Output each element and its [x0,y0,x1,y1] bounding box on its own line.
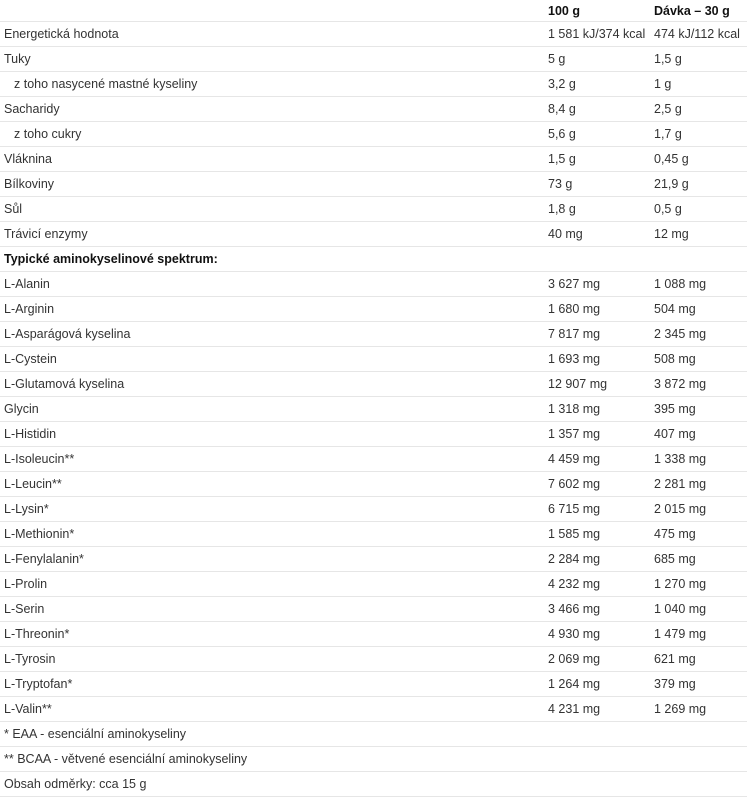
amino-values [0,272,747,722]
amino-acid-name: L-Arginin [0,297,544,322]
value-per-100g: 1,5 g [544,147,650,172]
footnote-text: * EAA - esenciální aminokyseliny [0,722,747,747]
value-per-100g: 1 357 mg [544,422,650,447]
value-per-dose: 395 mg [650,397,747,422]
value-per-100g: 40 mg [544,222,650,247]
amino-acid-name: L-Methionin* [0,522,544,547]
value-per-dose: 1,5 g [650,47,747,72]
value-per-100g: 1 318 mg [544,397,650,422]
value-per-dose: 685 mg [650,547,747,572]
table-row [0,197,747,222]
footnote-text: Obsah odměrky: cca 15 g [0,772,747,797]
value-per-dose: 504 mg [650,297,747,322]
amino-section-heading-row [0,247,747,272]
value-per-100g: 3 627 mg [544,272,650,297]
amino-acid-name: L-Tyrosin [0,647,544,672]
amino-acid-name: L-Threonin* [0,622,544,647]
value-per-dose: 475 mg [650,522,747,547]
table-row [0,47,747,72]
value-per-dose: 474 kJ/112 kcal [650,22,747,47]
value-per-dose: 1 088 mg [650,272,747,297]
amino-acid-name: L-Fenylalanin* [0,547,544,572]
table-row [0,422,747,447]
amino-section [0,247,747,272]
value-per-100g: 73 g [544,172,650,197]
value-per-dose: 2 345 mg [650,322,747,347]
amino-acid-name: L-Valin** [0,697,544,722]
table-row [0,622,747,647]
value-per-dose: 0,45 g [650,147,747,172]
amino-acid-name: L-Tryptofan* [0,672,544,697]
value-per-100g: 2 069 mg [544,647,650,672]
value-per-100g: 6 715 mg [544,497,650,522]
footnotes [0,722,747,797]
value-per-dose: 21,9 g [650,172,747,197]
nutrient-name: Vláknina [0,147,544,172]
table-row [0,497,747,522]
amino-section-title: Typické aminokyselinové spektrum: [0,247,747,272]
table-row [0,547,747,572]
table-row [0,647,747,672]
value-per-dose: 379 mg [650,672,747,697]
footnote-row [0,747,747,772]
header-name-cell [0,0,544,22]
value-per-100g: 7 602 mg [544,472,650,497]
table-row [0,572,747,597]
value-per-100g: 1 693 mg [544,347,650,372]
table-row [0,597,747,622]
value-per-dose: 1,7 g [650,122,747,147]
value-per-dose: 3 872 mg [650,372,747,397]
value-per-dose: 1 270 mg [650,572,747,597]
value-per-dose: 2 015 mg [650,497,747,522]
amino-acid-name: L-Histidin [0,422,544,447]
value-per-100g: 1 581 kJ/374 kcal [544,22,650,47]
amino-acid-name: L-Lysin* [0,497,544,522]
amino-acid-name: L-Isoleucin** [0,447,544,472]
value-per-dose: 1 338 mg [650,447,747,472]
amino-acid-name: L-Leucin** [0,472,544,497]
nutrient-name: z toho cukry [0,122,544,147]
footnote-row [0,722,747,747]
value-per-dose: 1 040 mg [650,597,747,622]
table-row [0,22,747,47]
value-per-100g: 3 466 mg [544,597,650,622]
nutrient-name: Tuky [0,47,544,72]
value-per-dose: 2,5 g [650,97,747,122]
value-per-dose: 12 mg [650,222,747,247]
value-per-dose: 2 281 mg [650,472,747,497]
header-per-dose: Dávka – 30 g [650,0,747,22]
table-row [0,272,747,297]
amino-acid-name: L-Alanin [0,272,544,297]
nutrient-name: Sacharidy [0,97,544,122]
value-per-dose: 621 mg [650,647,747,672]
nutrient-name: Energetická hodnota [0,22,544,47]
value-per-100g: 3,2 g [544,72,650,97]
table-row [0,672,747,697]
value-per-dose: 1 269 mg [650,697,747,722]
table-row [0,97,747,122]
table-row [0,297,747,322]
value-per-100g: 1 680 mg [544,297,650,322]
amino-acid-name: L-Serin [0,597,544,622]
value-per-dose: 0,5 g [650,197,747,222]
amino-acid-name: L-Glutamová kyselina [0,372,544,397]
amino-acid-name: L-Prolin [0,572,544,597]
value-per-100g: 5 g [544,47,650,72]
value-per-dose: 407 mg [650,422,747,447]
nutrient-name: z toho nasycené mastné kyseliny [0,72,544,97]
value-per-100g: 2 284 mg [544,547,650,572]
table-row [0,147,747,172]
value-per-100g: 5,6 g [544,122,650,147]
value-per-100g: 4 232 mg [544,572,650,597]
value-per-dose: 508 mg [650,347,747,372]
nutrient-name: Bílkoviny [0,172,544,197]
table-row [0,397,747,422]
value-per-dose: 1 g [650,72,747,97]
nutrient-name: Sůl [0,197,544,222]
table-row [0,522,747,547]
amino-acid-name: Glycin [0,397,544,422]
table-row [0,447,747,472]
value-per-dose: 1 479 mg [650,622,747,647]
header-per-100g: 100 g [544,0,650,22]
value-per-100g: 7 817 mg [544,322,650,347]
nutrition-values [0,22,747,247]
table-row [0,72,747,97]
table-row [0,697,747,722]
value-per-100g: 8,4 g [544,97,650,122]
amino-acid-name: L-Cystein [0,347,544,372]
table-header-row [0,0,747,22]
value-per-100g: 4 231 mg [544,697,650,722]
value-per-100g: 1,8 g [544,197,650,222]
value-per-100g: 1 585 mg [544,522,650,547]
nutrient-name: Trávicí enzymy [0,222,544,247]
table-row [0,372,747,397]
value-per-100g: 1 264 mg [544,672,650,697]
table-row [0,122,747,147]
value-per-100g: 4 459 mg [544,447,650,472]
value-per-100g: 4 930 mg [544,622,650,647]
table-row [0,472,747,497]
table-row [0,347,747,372]
amino-acid-name: L-Asparágová kyselina [0,322,544,347]
value-per-100g: 12 907 mg [544,372,650,397]
table-row [0,172,747,197]
footnote-row [0,772,747,797]
table-row [0,222,747,247]
footnote-text: ** BCAA - větvené esenciální aminokyseliny [0,747,747,772]
table-row [0,322,747,347]
